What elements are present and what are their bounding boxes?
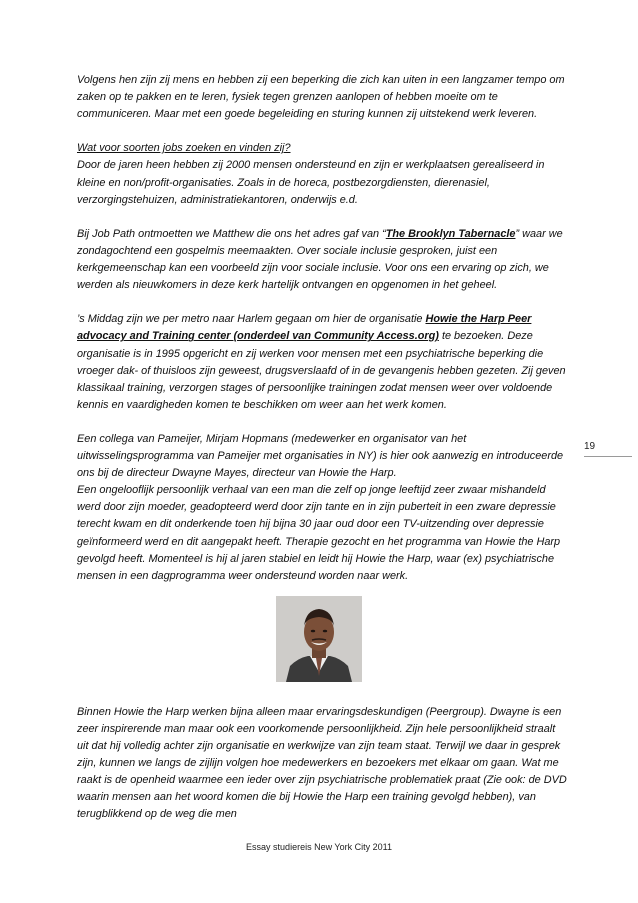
- page-number-rule: [584, 456, 632, 457]
- paragraph-jobs: [77, 140, 567, 208]
- howie-the-harp-link[interactable]: Howie the Harp Peer advocacy and Training center (onderdeel van Community Access.org): [77, 313, 532, 343]
- page-number: 19: [584, 441, 596, 452]
- portrait-photo: [276, 596, 362, 682]
- paragraph-3-end: ” waar we zondagochtend een gospelmis meemaakten. Over sociale inclusie gesproken, juist een kerkgemeenschap kan een voorbeeld zijn voor sociale inclusie. Voor ons een ervaring op zich, we werden als nieuwkomers in deze kerk hartelijk ontvangen en opgenomen in het geheel.: [77, 227, 563, 292]
- paragraph-3-start: Bij Job Path ontmoetten we Matthew die ons het adres gaf van “: [77, 227, 386, 240]
- heading-jobs: Wat voor soorten jobs zoeken en vinden zij?: [77, 142, 291, 155]
- photo-container: [77, 596, 567, 682]
- brooklyn-tabernacle-link[interactable]: The Brooklyn Tabernacle: [385, 227, 516, 240]
- paragraph-4: [77, 311, 567, 414]
- paragraph-3: [77, 226, 567, 294]
- paragraph-1: Volgens hen zijn zij mens en hebben zij een beperking die zich kan uiten in een langzamer tempo om zaken op te pakken en te leren, fysiek tegen grenzen aanlopen of hebben moeite om te communiceren. Maar met een goede begeleiding en sturing kunnen zij uitstekend werk leveren.: [77, 74, 565, 121]
- page-footer: Essay studiereis New York City 2011: [246, 842, 392, 852]
- paragraph-4-end: te bezoeken. Deze organisatie is in 1995 opgericht en zij werken voor mensen met een psychiatrische beperking die vroeger dak- of thuisloos zijn geweest, drugsverslaafd of in de gevangenis hebben gezeten. Zij geven klassikaal training, verzorgen stages of persoonlijke trainingen zodat mensen weer over voldoende kennis en vaardigheden komen te beschikken om weer aan het werk komen.: [77, 330, 566, 411]
- paragraph-6: Een ongelooflijk persoonlijk verhaal van een man die zelf op jonge leeftijd zeer zwaar mishandeld werd door zijn moeder, geadopteerd werd door zijn tante en in zijn puberteit in een zware depressie terecht kwam en dit onderkende toen hij bijna 30 jaar oud door een TV-uitzending over depressie geïnformeerd werd en dit aangepakt heeft. Therapie gezocht en het programma van Howie the Harp gevolgd heeft. Momenteel is hij al jaren stabiel en leidt hij Howie the Harp, waar (ex) psychiatrische mensen in een dagprogramma weer ondersteund worden naar werk.: [77, 484, 561, 582]
- paragraph-2: Door de jaren heen hebben zij 2000 mensen ondersteund en zijn er werkplaatsen gerealiseerd in kleine en non/profit-organisaties. Zoals in de horeca, postbezorgdiensten, dierenasiel, verzorgingstehuizen, administratiekantoren, onderwijs e.d.: [77, 159, 545, 206]
- portrait-illustration: [276, 596, 362, 682]
- paragraph-4-start: ’s Middag zijn we per metro naar Harlem gegaan om hier de organisatie: [77, 313, 426, 326]
- paragraph-7: Binnen Howie the Harp werken bijna alleen maar ervaringsdeskundigen (Peergroup). Dwayne is een zeer inspirerende man maar ook een voorkomende persoonlijkheid. Zijn hele persoonlijkheid straalt uit dat hij volledig achter zijn organisatie en werkwijze van zijn team staat. Terwijl we daar in gesprek zijn, kunnen we langs de zijlijn volgen hoe medewerkers en bezoekers met elkaar om gaan. Wat me raakt is de openheid waarmee een ieder over zijn psychiatrische problematiek praat (Zie ook: de DVD waarin mensen aan het woord komen die bij Howie the Harp een training gevolgd hebben), van terugblikkend op de weg die men: [77, 705, 567, 821]
- body-text: [77, 72, 567, 823]
- paragraph-5: Een collega van Pameijer, Mirjam Hopmans (medewerker en organisator van het uitwisselingsprogramma van Pameijer met organisaties in NY) is hier ook aanwezig en introduceerde ons bij de directeur Dwayne Mayes, directeur van Howie the Harp.: [77, 432, 564, 480]
